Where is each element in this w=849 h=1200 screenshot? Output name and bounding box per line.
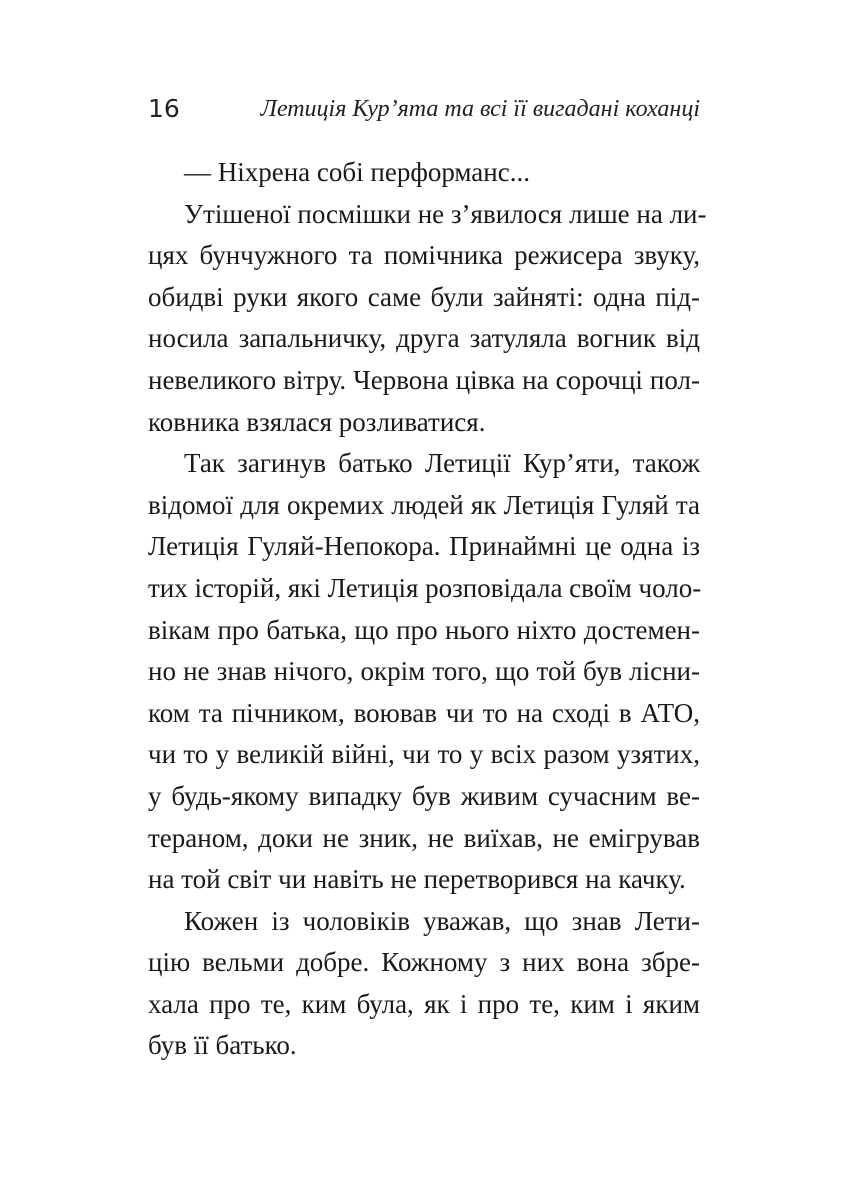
text-line: цях бунчужного та помічника режисера звуку, [148,240,700,271]
text-line: тераном, доки не зник, не виїхав, не емігрував [148,822,700,853]
text-line: носила запальничку, друга затуляла вогник від [148,323,700,354]
text-line: цію вельми добре. Кожному з них вона збре- [148,947,700,978]
text-line: но не знав нічого, окрім того, що той був лісни- [148,656,700,687]
paragraph [148,901,700,1067]
text-line: у будь-якому випадку був живим сучасним ве- [148,780,700,811]
text-line: обидві руки якого саме були зайняті: одна під- [148,281,700,312]
text-line: чи то у великій війні, чи то у всіх разом узятих, [148,739,700,770]
text-line: хала про те, ким була, як і про те, ким і яким [148,988,700,1019]
text-line: Летиція Гуляй-Непокора. Принаймні це одна із [148,531,700,562]
text-line: відомої для окремих людей як Летиція Гуляй та [148,489,700,520]
paragraph [148,194,707,444]
text-line: — Ніхрена собі перформанс... [184,157,530,187]
page-number: 16 [148,94,180,123]
running-title: Летиція Кур’ята та всі її вигадані коханці [260,96,700,122]
text-line: Утішеної посмішки не з’явилося лише на ли- [184,198,707,229]
text-line: ком та пічником, воював чи то на сході в АТО, [148,697,700,728]
text-line: Так загинув батько Летиції Кур’яти, також [184,448,700,479]
paragraph [148,152,700,194]
text-line: на той світ чи навіть не перетворився на качку. [148,864,686,895]
text-line: Кожен із чоловіків уважав, що знав Лети- [184,905,700,936]
text-line: тих історій, які Летиція розповідала своїм чоло- [148,572,702,603]
paragraph [148,443,700,901]
body-text [148,152,707,1067]
text-line: ковника взялася розливатися. [148,406,486,437]
text-line: невеликого вітру. Червона цівка на сорочці пол- [148,364,700,395]
text-line: вікам про батька, що про нього ніхто достемен- [148,614,700,645]
running-header [148,92,700,126]
text-line: був її батько. [148,1030,297,1061]
